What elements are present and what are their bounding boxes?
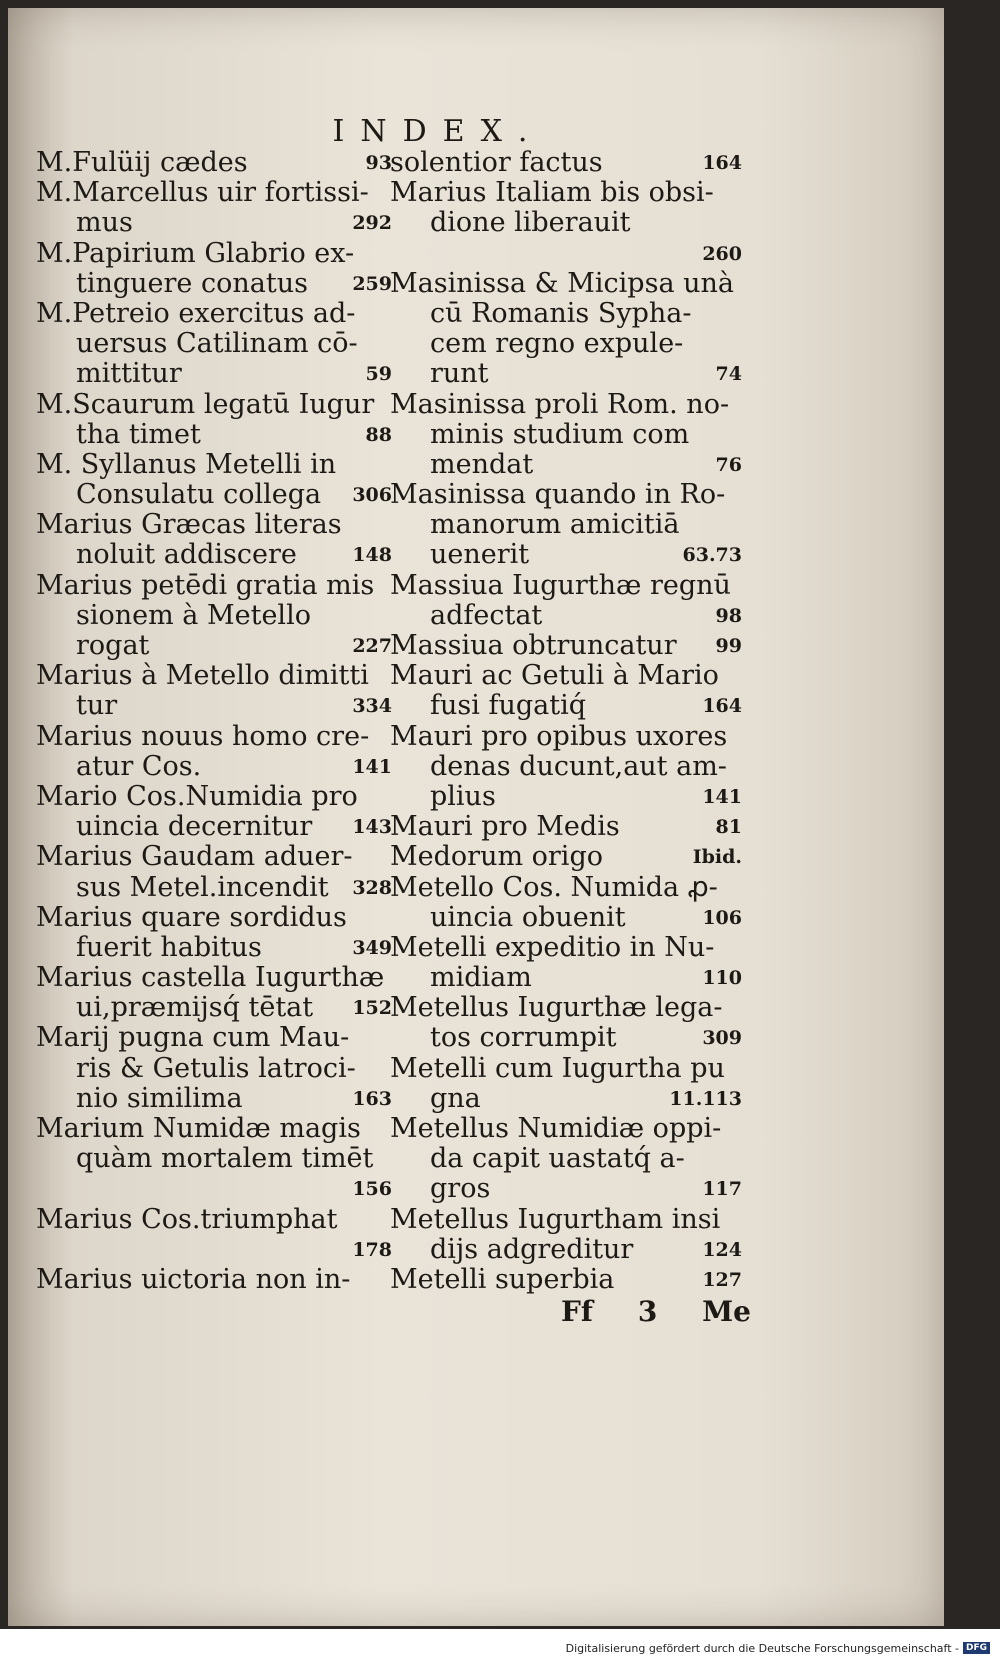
page-number: 163	[352, 1087, 392, 1110]
entry-text: M.Fulüij cædes	[36, 148, 248, 178]
entry-text: Marius quare sordidus	[36, 902, 347, 933]
index-entry-line	[390, 722, 746, 752]
entry-text: Masinissa quando in Ro-	[390, 480, 726, 511]
index-entry	[390, 1265, 746, 1295]
entry-text: Metellus Iugurtham insi	[390, 1204, 721, 1235]
entry-text: quàm mortalem timēt	[76, 1144, 374, 1175]
index-entry-line	[390, 601, 746, 631]
entry-text: M. Syllanus Metelli in	[36, 449, 337, 480]
index-column-right	[390, 148, 746, 1295]
entry-text: uersus Catilinam cō-	[76, 329, 358, 360]
index-entry-line	[390, 1023, 746, 1053]
entry-text: plius	[430, 781, 496, 812]
entry-text: Metelli superbia	[390, 1264, 615, 1295]
index-entry-line	[390, 571, 746, 601]
entry-text: runt	[430, 359, 489, 390]
page-number: 81	[715, 816, 742, 839]
page-number: 141	[702, 785, 742, 808]
entry-text: tha timet	[76, 419, 201, 450]
entry-text: minis studium com	[430, 419, 690, 450]
page-number: Ibid.	[692, 846, 742, 869]
entry-text: rogat	[76, 631, 150, 661]
index-entry	[36, 1205, 396, 1265]
entry-text: ui,præmijsq́ tētat	[76, 993, 314, 1024]
entry-text: midiam	[430, 963, 532, 994]
entry-text: uincia decernitur	[76, 812, 313, 843]
entry-text: M.Petreio exercitus ad-	[36, 298, 356, 329]
index-entry-line	[36, 993, 396, 1023]
index-entry-line	[390, 873, 746, 903]
index-entry-line	[36, 782, 396, 812]
entry-text: noluit addiscere	[76, 540, 297, 571]
page-number: 259	[352, 272, 392, 295]
index-entry-line	[36, 933, 396, 963]
index-entry-line	[390, 420, 746, 450]
entry-text: atur Cos.	[76, 751, 202, 782]
entry-text: solentior factus	[390, 148, 603, 178]
entry-text: Metelli expeditio in Nu-	[390, 932, 715, 963]
index-entry-line	[36, 571, 396, 601]
index-entry-line	[390, 329, 746, 359]
index-entry	[36, 510, 396, 570]
index-entry	[36, 450, 396, 510]
index-entry	[390, 178, 746, 269]
index-entry-line	[390, 1084, 746, 1114]
index-entry	[390, 269, 746, 390]
index-entry	[36, 571, 396, 662]
entry-text: Massiua Iugurthæ regnū	[390, 570, 731, 601]
index-entry-line	[36, 239, 396, 269]
index-entry	[36, 1114, 396, 1205]
page-number: 260	[702, 242, 742, 265]
index-entry	[390, 148, 746, 178]
index-entry-line	[36, 722, 396, 752]
index-entry-line	[36, 329, 396, 359]
index-entry-line	[36, 903, 396, 933]
entry-text: gros	[430, 1174, 491, 1205]
entry-text: mittitur	[76, 359, 182, 390]
index-entry-line	[390, 752, 746, 782]
entry-text: Marius Cos.triumphat	[36, 1204, 338, 1235]
index-entry-line	[390, 903, 746, 933]
index-entry-line	[390, 299, 746, 329]
index-entry-line	[36, 691, 396, 721]
index-entry	[390, 1114, 746, 1205]
index-entry-line	[36, 269, 396, 299]
index-entry-line	[36, 842, 396, 872]
page-number: 227	[352, 635, 392, 657]
page-number: 306	[352, 484, 392, 507]
page-number: 63.73	[682, 544, 742, 567]
entry-text: da capit uastatq́ a-	[430, 1144, 685, 1175]
entry-text: fuerit habitus	[76, 932, 262, 963]
index-entry	[390, 661, 746, 721]
index-entry-line	[390, 1174, 746, 1204]
index-entry	[390, 480, 746, 571]
index-entry	[36, 178, 396, 238]
index-entry-line	[390, 842, 746, 872]
entry-text: Masinissa & Micipsa unà	[390, 268, 734, 299]
index-entry	[36, 239, 396, 299]
index-entry-line	[36, 540, 396, 570]
index-entry	[36, 903, 396, 963]
entry-text: Metellus Iugurthæ lega-	[390, 993, 723, 1024]
page-number: 178	[352, 1238, 392, 1261]
index-entry-line	[390, 480, 746, 510]
entry-text: Metelli cum Iugurtha pu	[390, 1053, 725, 1084]
index-entry	[36, 148, 396, 178]
index-entry-line	[36, 178, 396, 208]
entry-text: mus	[76, 208, 133, 239]
index-entry	[390, 722, 746, 813]
index-entry-line	[390, 1054, 746, 1084]
entry-text: Mauri pro Medis	[390, 812, 620, 843]
index-entry-line	[36, 480, 396, 510]
entry-text: Marius petēdi gratia mis	[36, 570, 375, 601]
page-number: 98	[715, 604, 742, 627]
entry-text: uincia obuenit	[430, 902, 626, 933]
index-entry-line	[36, 148, 396, 178]
page-number: 156	[352, 1178, 392, 1201]
entry-text: nio similima	[76, 1083, 243, 1114]
entry-text: Marius castella Iugurthæ	[36, 963, 385, 994]
index-entry-line	[390, 933, 746, 963]
page-number: 334	[352, 695, 392, 718]
index-entry-line	[36, 1235, 396, 1265]
entry-text: Marius uictoria non in-	[36, 1264, 351, 1295]
index-entry	[36, 390, 396, 450]
index-entry	[36, 722, 396, 782]
index-entry	[36, 842, 396, 902]
index-entry-line	[36, 1174, 396, 1204]
entry-text: denas ducunt,aut am-	[430, 751, 727, 782]
entry-text: M.Scaurum legatū Iugur	[36, 389, 375, 420]
index-entry-line	[36, 208, 396, 238]
index-entry-line	[390, 450, 746, 480]
index-entry-line	[390, 691, 746, 721]
entry-text: Mauri pro opibus uxores	[390, 721, 728, 752]
entry-text: tur	[76, 691, 118, 722]
credit-text: Digitalisierung gefördert durch die Deutsche Forschungsgemeinschaft -	[565, 1641, 959, 1655]
page-number: 124	[702, 1238, 742, 1261]
index-entry-line	[390, 1114, 746, 1144]
index-entry-line	[36, 752, 396, 782]
entry-text: Marius Gaudam aduer-	[36, 842, 353, 873]
entry-text: dijs adgreditur	[430, 1234, 634, 1265]
entry-text: M.Marcellus uir fortissi-	[36, 178, 369, 209]
index-entry-line	[390, 178, 746, 208]
index-entry	[36, 299, 396, 390]
index-entry-line	[390, 993, 746, 1023]
page-number: 127	[702, 1268, 742, 1291]
index-entry-line	[390, 359, 746, 389]
index-entry	[390, 390, 746, 481]
index-entry-line	[36, 390, 396, 420]
index-entry-line	[390, 1144, 746, 1174]
book-page	[8, 8, 944, 1626]
entry-text: Masinissa proli Rom. no-	[390, 389, 730, 420]
index-entry	[36, 1023, 396, 1114]
index-entry-line	[36, 601, 396, 631]
index-entry-line	[390, 148, 746, 178]
index-entry-line	[36, 963, 396, 993]
index-entry-line	[36, 812, 396, 842]
entry-text: dione liberauit	[430, 208, 631, 239]
entry-text: Marius à Metello dimitti	[36, 661, 369, 692]
index-entry-line	[390, 1205, 746, 1235]
index-entry-line	[36, 1114, 396, 1144]
page-number: 349	[352, 936, 392, 959]
index-entry-line	[390, 540, 746, 570]
index-entry-line	[390, 269, 746, 299]
entry-text: Marium Numidæ magis	[36, 1114, 361, 1144]
page-number: 88	[365, 423, 392, 446]
page-footer	[561, 1295, 751, 1328]
entry-text: manorum amicitiā	[430, 510, 680, 541]
index-entry-line	[390, 812, 746, 842]
index-entry	[36, 661, 396, 721]
page-number: 152	[352, 997, 392, 1020]
entry-text: Mario Cos.Numidia pro	[36, 781, 358, 812]
index-entry-line	[36, 1084, 396, 1114]
index-entry	[390, 933, 746, 993]
index-entry-line	[390, 239, 746, 269]
page-number: 106	[702, 906, 742, 929]
page-number: 148	[352, 544, 392, 567]
entry-text: sus Metel.incendit	[76, 872, 329, 903]
index-entry-line	[36, 1205, 396, 1235]
index-entry-line	[390, 1235, 746, 1265]
index-entry-line	[36, 873, 396, 903]
entry-text: M.Papirium Glabrio ex-	[36, 238, 355, 269]
index-entry	[390, 993, 746, 1053]
entry-text: Metellus Numidiæ oppi-	[390, 1114, 722, 1144]
index-entry-line	[36, 359, 396, 389]
index-entry	[36, 963, 396, 1023]
entry-text: Marius nouus homo cre-	[36, 721, 370, 752]
entry-text: mendat	[430, 449, 534, 480]
page-number: 99	[715, 635, 742, 657]
index-entry-line	[36, 1023, 396, 1053]
page-header: INDEX.	[332, 114, 544, 149]
page-number: 74	[715, 363, 742, 386]
page-number: 59	[365, 363, 392, 386]
index-entry	[390, 842, 746, 872]
index-entry	[36, 782, 396, 842]
index-entry-line	[390, 661, 746, 691]
entry-text: Consulatu collega	[76, 480, 322, 511]
entry-text: fusi fugatiq́	[430, 691, 586, 722]
index-entry-line	[36, 299, 396, 329]
page-number: 164	[702, 152, 742, 174]
index-entry	[390, 571, 746, 631]
page-number: 11.113	[669, 1087, 742, 1110]
entry-text: uenerit	[430, 540, 530, 571]
index-entry-line	[390, 1265, 746, 1295]
index-entry-line	[390, 390, 746, 420]
page-number: 93	[365, 152, 392, 174]
index-entry-line	[390, 208, 746, 238]
entry-text: Marius Italiam bis obsi-	[390, 178, 714, 209]
index-entry-line	[390, 782, 746, 812]
entry-text: cū Romanis Sypha-	[430, 298, 692, 329]
entry-text: adfectat	[430, 600, 543, 631]
entry-text: Marij pugna cum Mau-	[36, 1023, 350, 1054]
index-entry-line	[36, 1144, 396, 1174]
index-entry	[390, 631, 746, 661]
index-entry-line	[390, 510, 746, 540]
entry-text: ris & Getulis latroci-	[76, 1053, 356, 1084]
index-entry-line	[36, 510, 396, 540]
entry-text: Mauri ac Getuli à Mario	[390, 661, 719, 692]
entry-text: gna	[430, 1083, 481, 1114]
entry-text: tinguere conatus	[76, 268, 308, 299]
page-number: 143	[352, 816, 392, 839]
page-number: 141	[352, 755, 392, 778]
index-entry-line	[36, 661, 396, 691]
index-entry	[36, 1265, 396, 1295]
entry-text: Massiua obtruncatur	[390, 631, 677, 661]
index-entry-line	[390, 631, 746, 661]
entry-text: Marius Græcas literas	[36, 510, 342, 541]
index-entry-line	[36, 450, 396, 480]
index-entry-line	[36, 420, 396, 450]
index-entry	[390, 1205, 746, 1265]
entry-text: tos corrumpit	[430, 1023, 617, 1054]
index-entry-line	[36, 631, 396, 661]
index-entry	[390, 1054, 746, 1114]
page-number: 309	[702, 1027, 742, 1050]
catchword: Me	[702, 1295, 751, 1328]
page-number: 292	[352, 212, 392, 235]
signature-number: 3	[637, 1295, 658, 1328]
page-number: 117	[702, 1178, 742, 1201]
index-entry	[390, 873, 746, 933]
index-entry-line	[36, 1265, 396, 1295]
dfg-logo: DFG	[963, 1642, 990, 1654]
page-number: 76	[715, 453, 742, 476]
entry-text: sionem à Metello	[76, 600, 311, 631]
page-number: 164	[702, 695, 742, 718]
index-entry-line	[390, 963, 746, 993]
index-column-left	[36, 148, 396, 1295]
signature-mark: Ff	[561, 1295, 593, 1328]
index-entry-line	[36, 1054, 396, 1084]
index-entry	[390, 812, 746, 842]
page-number: 110	[702, 967, 742, 990]
entry-text: Medorum origo	[390, 842, 603, 873]
entry-text: cem regno expule-	[430, 329, 684, 360]
page-number: 328	[352, 876, 392, 899]
digitization-credit	[0, 1629, 1000, 1667]
entry-text: Metello Cos. Numida ꝓ-	[390, 872, 718, 903]
